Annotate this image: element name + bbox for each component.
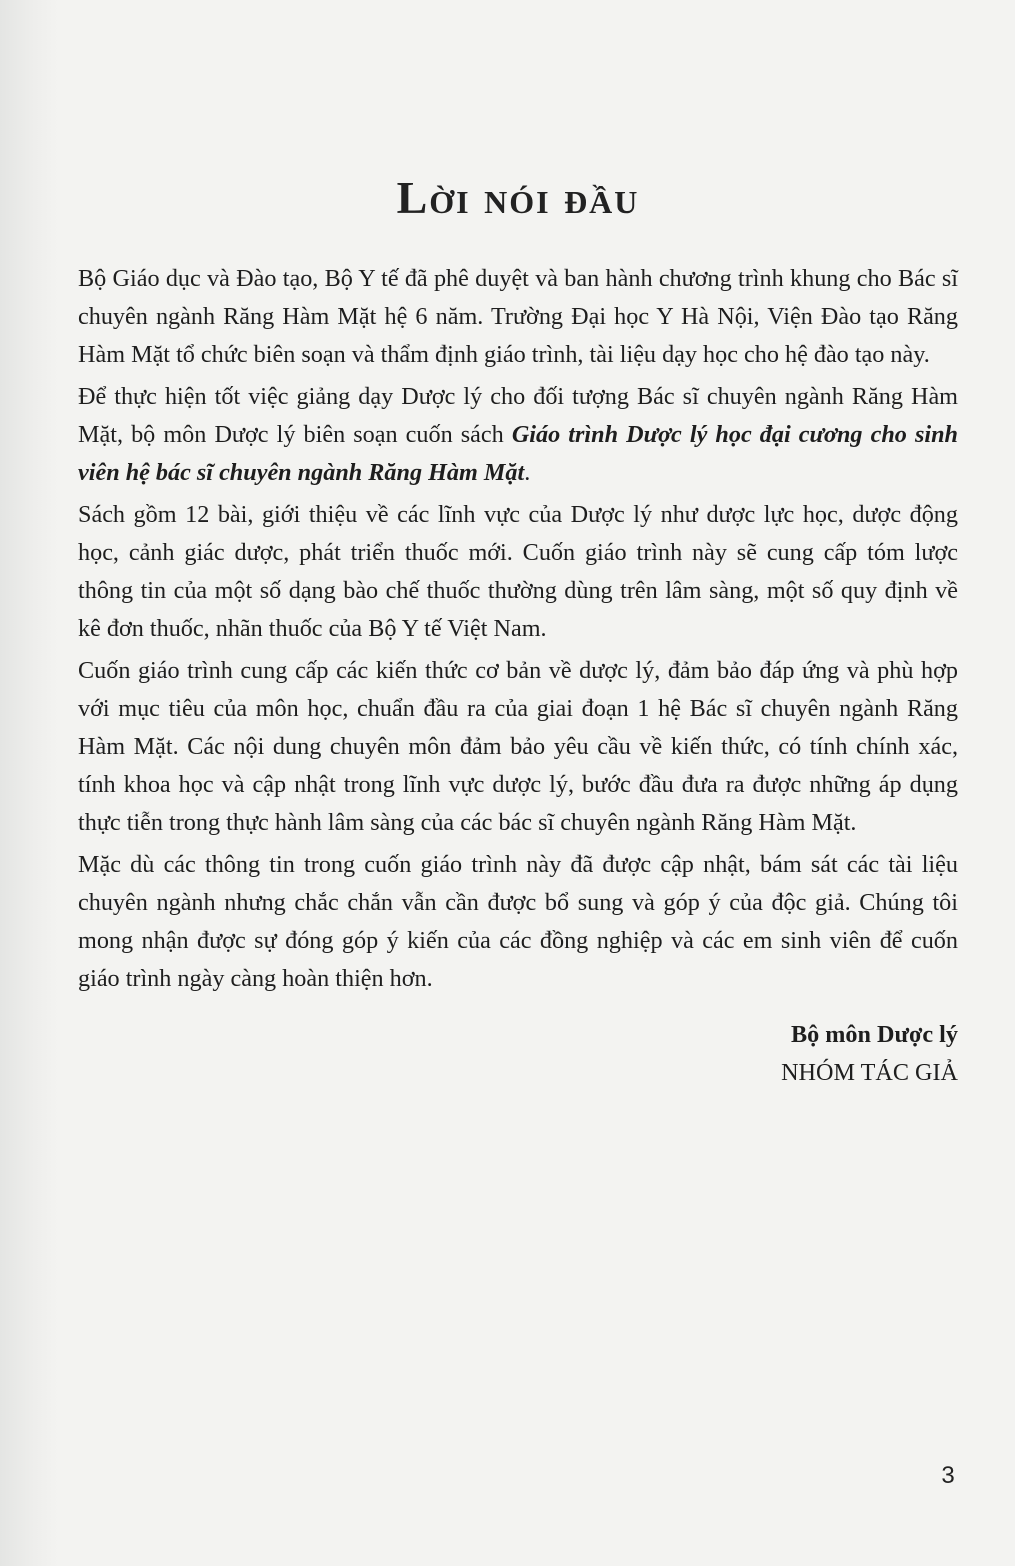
paragraph-1: Bộ Giáo dục và Đào tạo, Bộ Y tế đã phê duyệt và ban hành chương trình khung cho Bác sĩ chuyên ngành Răng Hàm Mặt hệ 6 năm. Trường Đại học Y Hà Nội, Viện Đào tạo Răng Hàm Mặt tổ chức biên soạn và thẩm định giáo trình, tài liệu dạy học cho hệ đào tạo này. (78, 265, 958, 368)
paragraph-5: Mặc dù các thông tin trong cuốn giáo trình này đã được cập nhật, bám sát các tài liệu chuyên ngành nhưng chắc chắn vẫn cần được bổ sung và góp ý của độc giả. Chúng tôi mong nhận được sự đóng góp ý kiến của các đồng nghiệp và các em sinh viên để cuốn giáo trình ngày càng hoàn thiện hơn. (78, 851, 958, 992)
page-title: Lời nói đầu (396, 172, 640, 223)
signature-block (78, 1016, 958, 1092)
paragraph-3: Sách gồm 12 bài, giới thiệu về các lĩnh vực của Dược lý như dược lực học, dược động học, cảnh giác dược, phát triển thuốc mới. Cuốn giáo trình này sẽ cung cấp tóm lược thông tin của một số dạng bào chế thuốc thường dùng trên lâm sàng, một số quy định về kê đơn thuốc, nhãn thuốc của Bộ Y tế Việt Nam. (78, 501, 958, 642)
paragraph-2 (78, 378, 958, 492)
signature-authors: NHÓM TÁC GIẢ (781, 1059, 958, 1086)
paragraph-2-text: Để thực hiện tốt việc giảng dạy Dược lý cho đối tượng Bác sĩ chuyên ngành Răng Hàm Mặt, bộ môn Dược lý biên soạn cuốn sách (78, 383, 958, 448)
paragraph-4: Cuốn giáo trình cung cấp các kiến thức cơ bản về dược lý, đảm bảo đáp ứng và phù hợp với mục tiêu của môn học, chuẩn đầu ra của giai đoạn 1 hệ Bác sĩ chuyên ngành Răng Hàm Mặt. Các nội dung chuyên môn đảm bảo yêu cầu về kiến thức, có tính chính xác, tính khoa học và cập nhật trong lĩnh vực dược lý, bước đầu đưa ra được những áp dụng thực tiễn trong thực hành lâm sàng của các bác sĩ chuyên ngành Răng Hàm Mặt. (78, 657, 958, 836)
document-page (78, 168, 958, 1092)
book-title-emphasis: Giáo trình Dược lý học đại cương cho sinh viên hệ bác sĩ chuyên ngành Răng Hàm Mặt (78, 421, 958, 486)
page-number: 3 (941, 1462, 955, 1489)
page-binding-shadow (0, 0, 58, 1566)
paragraph-2-end: . (524, 459, 531, 486)
signature-department: Bộ môn Dược lý (791, 1021, 958, 1048)
